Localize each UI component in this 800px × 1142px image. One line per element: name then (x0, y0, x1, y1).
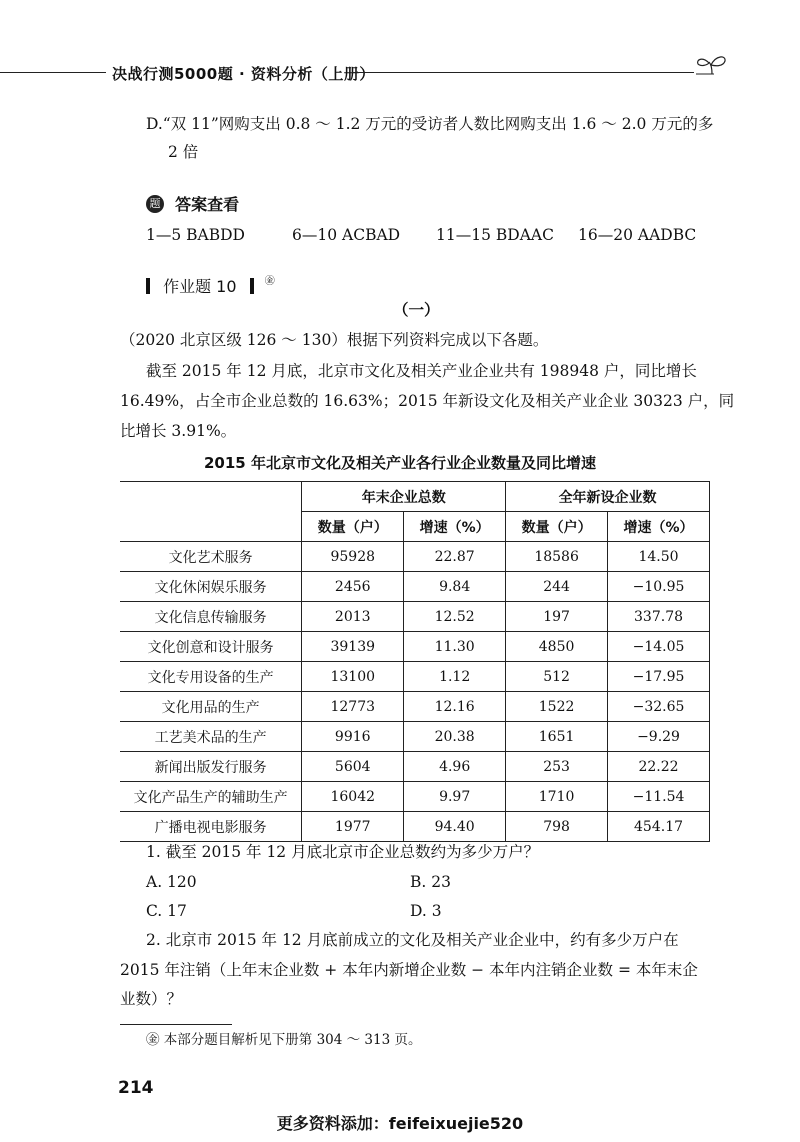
source-line: （2020 北京区级 126 ～ 130）根据下列资料完成以下各题。 (120, 331, 549, 349)
cell: 1.12 (404, 662, 506, 692)
cell: 4.96 (404, 752, 506, 782)
header-rule-right (352, 72, 694, 73)
cell: 18586 (506, 542, 608, 572)
answer-group: 11—15 BDAAC (436, 226, 554, 244)
table-row (120, 692, 710, 722)
table-row (120, 572, 710, 602)
cell: 11.30 (404, 632, 506, 662)
cell: −32.65 (608, 692, 710, 722)
answer-heading (146, 192, 239, 214)
row-name: 文化休闲娱乐服务 (120, 572, 302, 602)
cell: 1522 (506, 692, 608, 722)
cell: 244 (506, 572, 608, 602)
cell: 22.22 (608, 752, 710, 782)
row-name: 文化艺术服务 (120, 542, 302, 572)
cell: 197 (506, 602, 608, 632)
column-header: 数量（户） (302, 512, 404, 542)
column-header: 增速（%） (608, 512, 710, 542)
cell: 14.50 (608, 542, 710, 572)
footnote-marker: ㊎ (264, 276, 275, 287)
cell: 20.38 (404, 722, 506, 752)
cell: 16042 (302, 782, 404, 812)
cell: 95928 (302, 542, 404, 572)
promo-footer: 更多资料添加：feifeixuejie520 (276, 1114, 524, 1133)
question-2-line: 2015 年注销（上年末企业数 + 本年内新增企业数 − 本年内注销企业数 = 本年末企 (120, 961, 698, 979)
table-corner-cell (120, 482, 302, 542)
homework-heading (146, 272, 275, 297)
cell: 22.87 (404, 542, 506, 572)
row-name: 文化创意和设计服务 (120, 632, 302, 662)
cell: 39139 (302, 632, 404, 662)
cell: 253 (506, 752, 608, 782)
question-2-line: 业数）？ (120, 990, 183, 1008)
answer-group: 1—5 BABDD (146, 226, 245, 244)
row-name: 文化产品生产的辅助生产 (120, 782, 302, 812)
row-name: 文化信息传输服务 (120, 602, 302, 632)
cell: 9916 (302, 722, 404, 752)
prev-option-d-line1: D.“双 11”网购支出 0.8 ～ 1.2 万元的受访者人数比网购支出 1.6 ～ 2.0 万元的多 (146, 115, 714, 133)
row-name: 文化专用设备的生产 (120, 662, 302, 692)
material-line: 16.49%，占全市企业总数的 16.63%；2015 年新设文化及相关产业企业 30323 户，同 (120, 392, 735, 410)
table-title: 2015 年北京市文化及相关产业各行业企业数量及同比增速 (204, 454, 596, 472)
cell: 12.52 (404, 602, 506, 632)
cell: 4850 (506, 632, 608, 662)
table-row (120, 812, 710, 842)
cell: 454.17 (608, 812, 710, 842)
page-number: 214 (118, 1078, 154, 1098)
answer-group: 6—10 ACBAD (292, 226, 401, 244)
cell: 2456 (302, 572, 404, 602)
cell: −14.05 (608, 632, 710, 662)
group-header-new: 全年新设企业数 (506, 482, 710, 512)
table-row (120, 662, 710, 692)
table-row (120, 752, 710, 782)
material-line: 截至 2015 年 12 月底，北京市文化及相关产业企业共有 198948 户，同比增长 (146, 362, 697, 380)
answer-key-row (146, 226, 746, 246)
row-name: 文化用品的生产 (120, 692, 302, 722)
cell: 12.16 (404, 692, 506, 722)
table-row (120, 542, 710, 572)
q1-option-c: C. 17 (146, 902, 187, 920)
cell: 1651 (506, 722, 608, 752)
cell: −11.54 (608, 782, 710, 812)
row-name: 新闻出版发行服务 (120, 752, 302, 782)
table-row (120, 602, 710, 632)
q1-option-a: A. 120 (146, 873, 197, 891)
question-2-line: 2. 北京市 2015 年 12 月底前成立的文化及相关产业企业中，约有多少万户在 (146, 931, 679, 949)
footnote-rule (120, 1024, 232, 1025)
row-name: 广播电视电影服务 (120, 812, 302, 842)
cell: 1977 (302, 812, 404, 842)
heading-bar-left (146, 278, 150, 294)
heading-bar-right (250, 278, 254, 294)
answer-badge-icon: 题 (146, 195, 164, 213)
industry-table (120, 481, 710, 842)
row-name: 工艺美术品的生产 (120, 722, 302, 752)
cell: −9.29 (608, 722, 710, 752)
part-label: （一） (393, 300, 440, 319)
table-row (120, 722, 710, 752)
cell: 512 (506, 662, 608, 692)
cell: −17.95 (608, 662, 710, 692)
cell: 2013 (302, 602, 404, 632)
question-1-text: 1. 截至 2015 年 12 月底北京市企业总数约为多少万户？ (146, 843, 540, 861)
cell: 798 (506, 812, 608, 842)
homework-title: 作业题 10 (163, 277, 237, 297)
cell: 9.84 (404, 572, 506, 602)
cell: −10.95 (608, 572, 710, 602)
material-line: 比增长 3.91%。 (120, 422, 237, 440)
prev-option-d-line2: 2 倍 (168, 143, 199, 161)
table-row (120, 632, 710, 662)
column-header: 数量（户） (506, 512, 608, 542)
cell: 5604 (302, 752, 404, 782)
table-row (120, 782, 710, 812)
footnote: ㊎ 本部分题目解析见下册第 304 ～ 313 页。 (146, 1032, 422, 1048)
cell: 12773 (302, 692, 404, 722)
sprout-icon (692, 52, 732, 78)
cell: 94.40 (404, 812, 506, 842)
answer-heading-text: 答案查看 (175, 195, 240, 214)
q1-option-d: D. 3 (410, 902, 442, 920)
q1-option-b: B. 23 (410, 873, 451, 891)
answer-group: 16—20 AADBC (578, 226, 697, 244)
cell: 1710 (506, 782, 608, 812)
running-header-title: 决战行测5000题 · 资料分析（上册） (112, 65, 375, 83)
group-header-year-end: 年末企业总数 (302, 482, 506, 512)
header-rule-left (0, 72, 106, 73)
column-header: 增速（%） (404, 512, 506, 542)
cell: 13100 (302, 662, 404, 692)
cell: 337.78 (608, 602, 710, 632)
cell: 9.97 (404, 782, 506, 812)
